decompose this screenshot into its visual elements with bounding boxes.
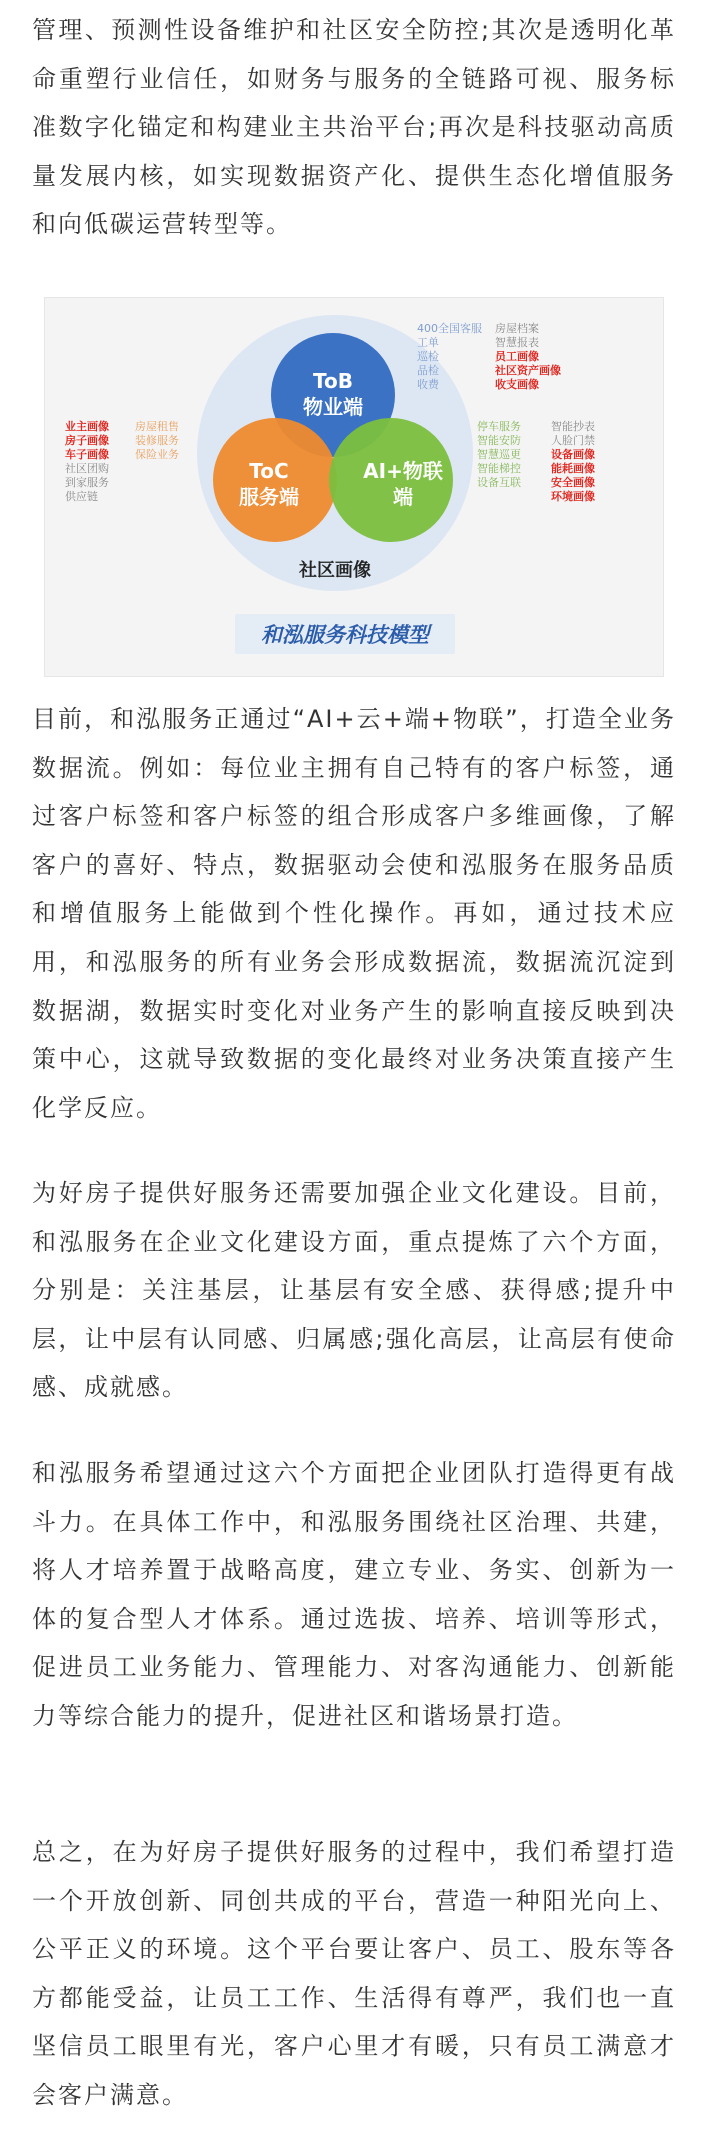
toc-feature: 供应链 <box>65 490 98 503</box>
tob-feature: 400全国客服 <box>417 322 482 335</box>
toc-portrait: 业主画像 <box>65 420 109 433</box>
tob-feature: 巡检 <box>417 350 439 363</box>
tob-feature: 收费 <box>417 378 439 391</box>
paragraph-5: 总之，在为好房子提供好服务的过程中，我们希望打造一个开放创新、同创共成的平台，营造一种阳光向上、公平正义的环境。这个平台要让客户、员工、股东等各方都能受益，让员工工作、生活得有尊严，我们也一直坚信员工眼里有光，客户心里才有暖，只有员工满意才会客户满意。 <box>32 1838 676 2109</box>
diagram-title: 和泓服务科技模型 <box>261 623 429 647</box>
toc-portrait: 车子画像 <box>65 448 109 461</box>
aiot-feature: 设备互联 <box>477 476 521 489</box>
tob-feature: 工单 <box>417 336 439 349</box>
tob-feature: 房屋档案 <box>495 322 539 335</box>
toc-label: ToC <box>249 459 289 483</box>
tech-model-figure <box>44 297 664 677</box>
tech-model-diagram <box>45 298 663 676</box>
aiot-feature: 智能梯控 <box>477 462 521 475</box>
tob-label: ToB <box>313 369 353 393</box>
paragraph-2: 目前，和泓服务正通过“AI+云+端+物联”，打造全业务数据流。例如：每位业主拥有自己特有的客户标签，通过客户标签和客户标签的组合形成客户多维画像，了解客户的喜好、特点，数据驱动会使和泓服务在服务品质和增值服务上能做到个性化操作。再如，通过技术应用，和泓服务的所有业务会形成数据流，数据流沉淀到数据湖，数据实时变化对业务产生的影响直接反映到决策中心，这就导致数据的变化最终对业务决策直接产生化学反应。 <box>32 705 676 1122</box>
toc-sublabel: 服务端 <box>239 485 299 509</box>
aiot-portrait: 安全画像 <box>551 476 595 489</box>
aiot-portrait: 能耗画像 <box>551 462 595 475</box>
paragraph-1: 管理、预测性设备维护和社区安全防控;其次是透明化革命重塑行业信任，如财务与服务的全链路可视、服务标准数字化锚定和构建业主共治平台;再次是科技驱动高质量发展内核，如实现数据资产化、提供生态化增值服务和向低碳运营转型等。 <box>32 16 676 239</box>
aiot-feature: 智能抄表 <box>551 420 595 433</box>
aiot-feature: 人脸门禁 <box>551 434 595 447</box>
tob-portrait: 员工画像 <box>495 350 539 363</box>
aiot-portrait: 环境画像 <box>551 490 595 503</box>
toc-feature: 保险业务 <box>135 448 179 461</box>
toc-feature: 社区团购 <box>65 462 109 475</box>
tob-feature: 品检 <box>417 364 439 377</box>
community-portrait-label: 社区画像 <box>299 560 371 581</box>
toc-feature: 装修服务 <box>135 434 179 447</box>
tob-portrait: 收支画像 <box>495 378 539 391</box>
tob-feature: 智慧报表 <box>495 336 539 349</box>
aiot-label: AI+物联 <box>363 459 443 483</box>
tob-sublabel: 物业端 <box>303 395 363 419</box>
aiot-feature: 停车服务 <box>477 420 521 433</box>
aiot-feature: 智能安防 <box>477 434 521 447</box>
paragraph-3: 为好房子提供好服务还需要加强企业文化建设。目前，和泓服务在企业文化建设方面，重点提炼了六个方面，分别是：关注基层，让基层有安全感、获得感;提升中层，让中层有认同感、归属感;强化高层，让高层有使命感、成就感。 <box>32 1179 676 1402</box>
toc-feature: 到家服务 <box>65 476 109 489</box>
aiot-feature: 智慧巡更 <box>477 448 521 461</box>
paragraph-4: 和泓服务希望通过这六个方面把企业团队打造得更有战斗力。在具体工作中，和泓服务围绕社区治理、共建，将人才培养置于战略高度，建立专业、务实、创新为一体的复合型人才体系。通过选拔、培养、培训等形式，促进员工业务能力、管理能力、对客沟通能力、创新能力等综合能力的提升，促进社区和谐场景打造。 <box>32 1459 676 1730</box>
tob-portrait: 社区资产画像 <box>495 364 561 377</box>
toc-feature: 房屋租售 <box>135 420 179 433</box>
toc-portrait: 房子画像 <box>65 434 109 447</box>
aiot-portrait: 设备画像 <box>551 448 595 461</box>
aiot-sublabel: 端 <box>393 485 413 509</box>
